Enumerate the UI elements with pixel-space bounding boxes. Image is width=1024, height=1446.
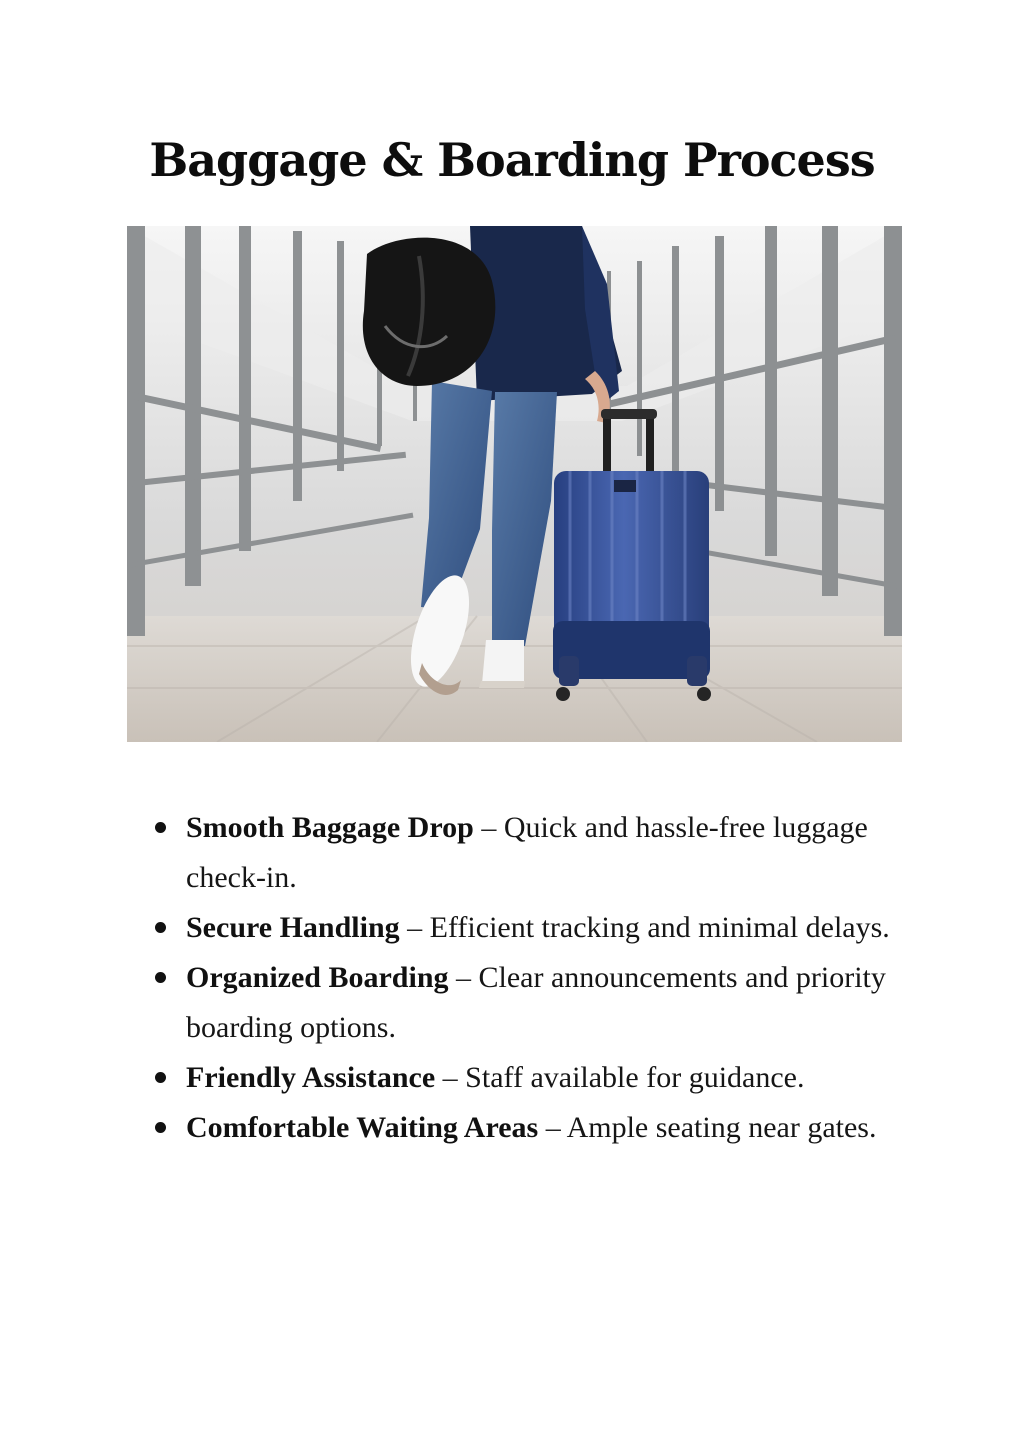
feature-title: Friendly Assistance (186, 1061, 436, 1094)
feature-separator: – (481, 811, 497, 844)
feature-description: Efficient tracking and minimal delays. (429, 911, 890, 944)
feature-list (155, 803, 895, 1153)
feature-description: Clear announcements and priority boarding options. (186, 961, 886, 1044)
feature-item-organized-boarding (155, 953, 895, 1053)
feature-title: Secure Handling (186, 911, 400, 944)
traveler-luggage-photo (127, 226, 902, 742)
feature-separator: – (407, 911, 423, 944)
feature-item-secure-handling (155, 903, 895, 953)
feature-item-friendly-assistance (155, 1053, 895, 1103)
bullet-dot (155, 1122, 166, 1133)
feature-title: Comfortable Waiting Areas (186, 1111, 539, 1144)
feature-separator: – (456, 961, 472, 994)
feature-title: Smooth Baggage Drop (186, 811, 474, 844)
feature-item-comfortable-waiting-areas (155, 1103, 895, 1153)
feature-item-smooth-baggage-drop (155, 803, 895, 903)
page-title: Baggage & Boarding Process (149, 133, 875, 187)
feature-separator: – (442, 1061, 458, 1094)
feature-description: Ample seating near gates. (566, 1111, 877, 1144)
feature-title: Organized Boarding (186, 961, 449, 994)
bullet-dot (155, 972, 166, 983)
feature-separator: – (545, 1111, 561, 1144)
feature-description: Quick and hassle-free luggage check-in. (186, 811, 868, 894)
bullet-dot (155, 1072, 166, 1083)
bullet-dot (155, 822, 166, 833)
bullet-dot (155, 922, 166, 933)
feature-description: Staff available for guidance. (465, 1061, 805, 1094)
